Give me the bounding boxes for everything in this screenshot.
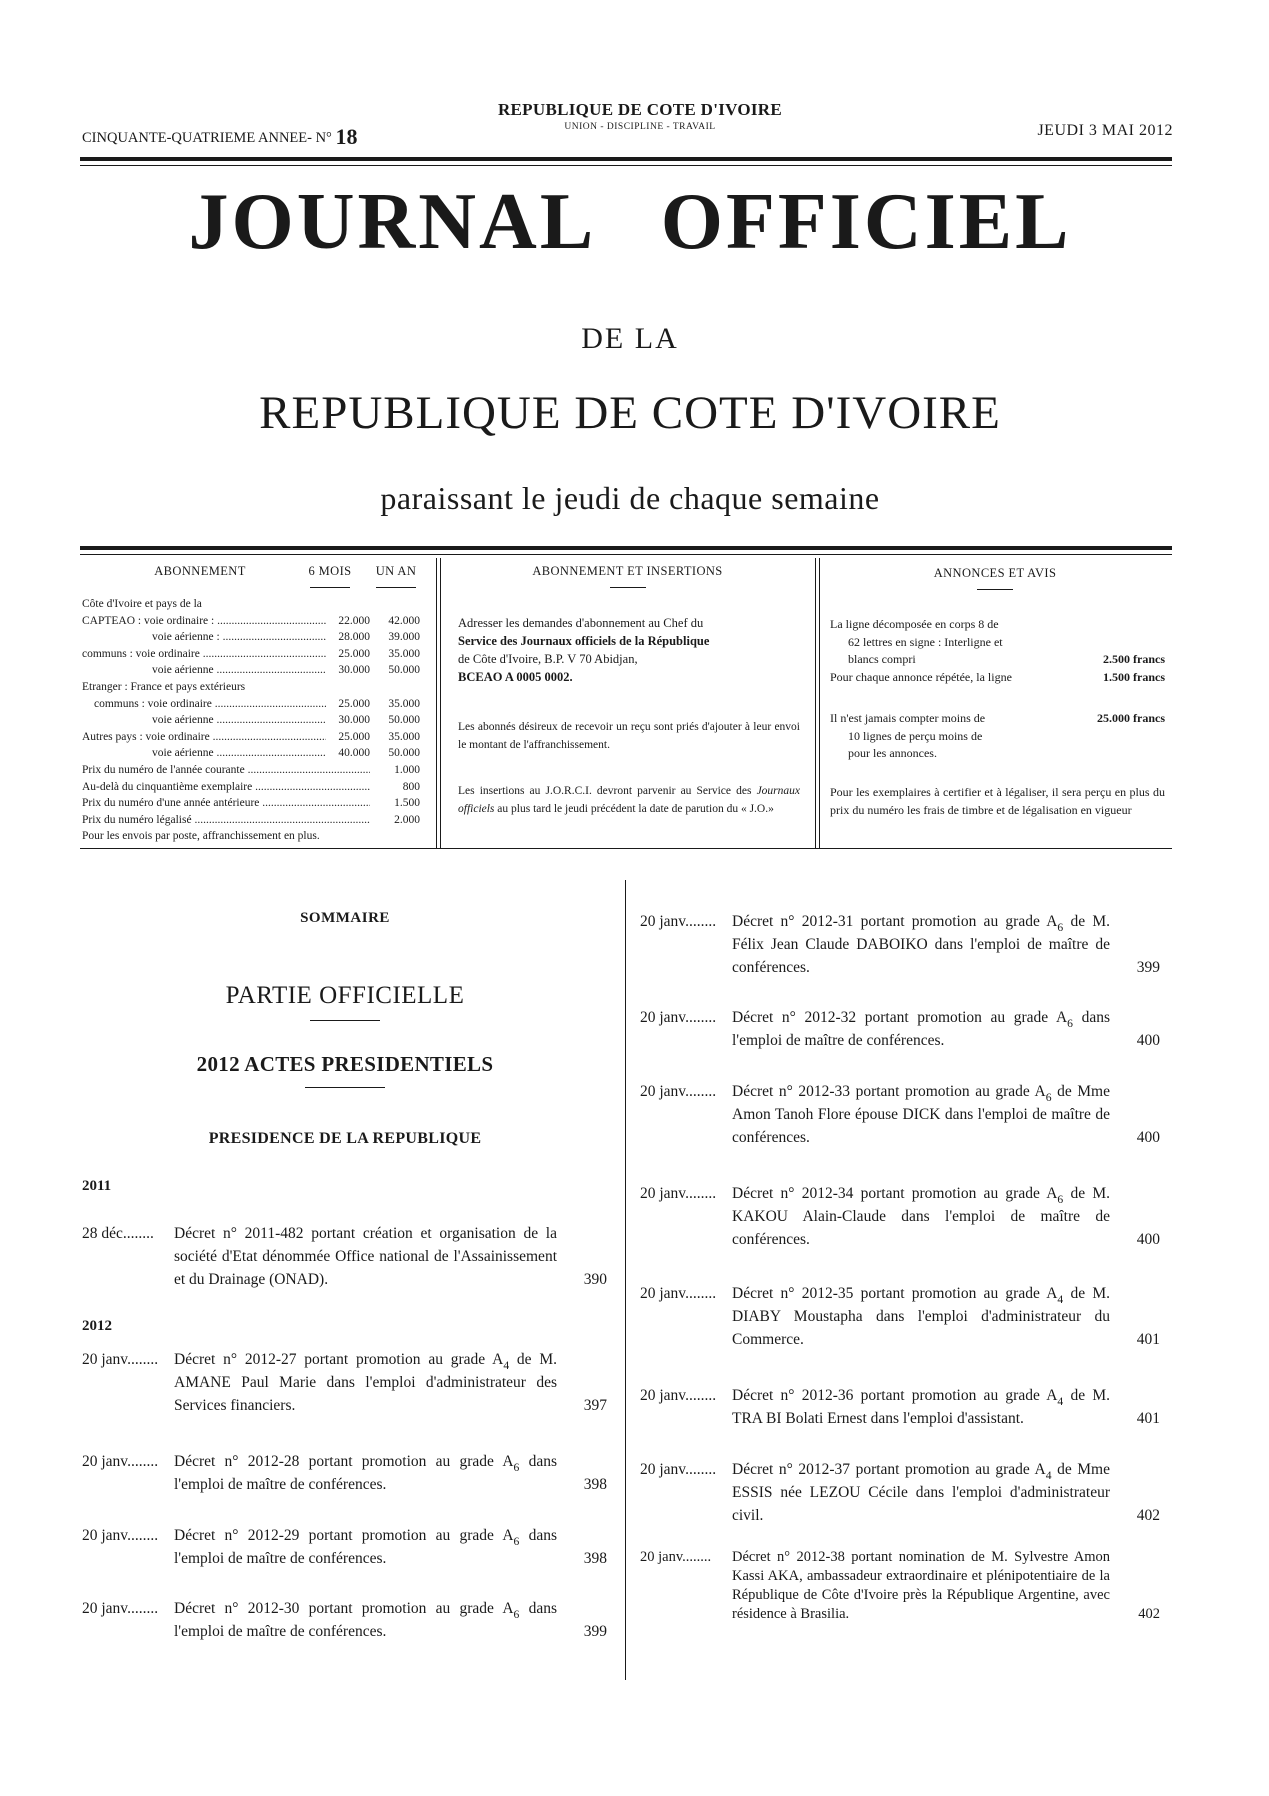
subscription-rows-5-year: 35.000 (388, 697, 420, 710)
sommaire-entries-right-4-page: 401 (1136, 1331, 1160, 1348)
subscription-intro: Côte d'Ivoire et pays de la (82, 598, 202, 610)
subscription-rows-2-six: 25.000 (338, 647, 370, 660)
issue-number-value: 18 (335, 124, 358, 149)
annonces-min-c: pour les annonces. (848, 746, 937, 760)
sommaire-entries-right-1-page: 400 (1136, 1032, 1160, 1049)
postal-note (82, 828, 420, 845)
tariff-row (82, 646, 420, 663)
tariff-row (82, 629, 420, 646)
subscription-rows-0-six: 22.000 (338, 614, 370, 627)
sommaire-entries-left-4-rest: dans l'emploi de maître de conférences. (174, 1600, 557, 1640)
price-row (82, 795, 420, 812)
tariff-intro (82, 596, 420, 613)
price-row (82, 762, 420, 779)
header-republic-block (440, 100, 840, 132)
tariff-row (82, 613, 420, 630)
subscription-rows-2-year: 35.000 (388, 647, 420, 660)
annonces-min-a: Il n'est jamais compter moins de (830, 711, 986, 725)
box-divider-1 (436, 558, 437, 848)
sommaire-entries-right-1-grade: 6 (1067, 1017, 1073, 1030)
annonces-price1: 2.500 francs (1103, 652, 1165, 666)
sommaire-entries-right-2-rest: de Mme Amon Tanoh Flore épouse DICK dans l'emploi de maître de conférences. (732, 1083, 1110, 1146)
annonces-head: ANNONCES ET AVIS (933, 566, 1057, 580)
subscription-rows-6-year: 50.000 (388, 714, 420, 727)
sommaire-entries-right-7-date: 20 janv ........ (640, 1548, 711, 1567)
list-item (640, 1182, 1160, 1251)
sommaire-entries-right-5-date: 20 janv ........ (640, 1384, 716, 1407)
sommaire-entries-right-3-page: 400 (1136, 1231, 1160, 1248)
sommaire-entries-right-5-rest: de M. TRA BI Bolati Ernest dans l'emploi d'assistant. (732, 1387, 1110, 1427)
sommaire-entries-right-3-text: Décret n° 2012-34 portant promotion au grade A (732, 1185, 1058, 1202)
insertions-head: ABONNEMENT ET INSERTIONS (532, 564, 723, 578)
list-item (640, 1548, 1160, 1624)
year-2011: 2011 (82, 1178, 112, 1194)
subscription-rows-3-label: voie aérienne ..... (82, 662, 326, 679)
insertions-deadline (458, 782, 800, 818)
box-divider-1b (440, 558, 441, 848)
tariff-row (82, 679, 420, 696)
subscription-rows-3-six: 30.000 (338, 664, 370, 677)
subscription-prices-3-label: Prix du numéro légalisé ..... (82, 812, 370, 829)
sommaire-entries-right-0-grade: 6 (1057, 921, 1064, 934)
sommaire-entries-right-3-date: 20 janv ........ (640, 1182, 716, 1205)
subscription-prices-0-value: 1.000 (394, 763, 420, 776)
list-item (640, 910, 1160, 979)
sommaire-entries-left-1-grade: 4 (503, 1359, 510, 1372)
sommaire-entries-right-6-page: 402 (1136, 1507, 1160, 1524)
insertions-p1-d: BCEAO A 0005 0002. (458, 670, 573, 684)
sommaire-entries-right-2-text: Décret n° 2012-33 portant promotion au grade A (732, 1083, 1046, 1100)
tariff-row (82, 729, 420, 746)
sommaire-entries-right-4-text: Décret n° 2012-35 portant promotion au grade A (732, 1285, 1058, 1302)
sommaire-entries-left-4-date: 20 janv ........ (82, 1597, 158, 1620)
actes-presidentiels (80, 1052, 610, 1088)
annonces-line2: 62 lettres en signe : Interligne et (848, 634, 1003, 649)
subscription-rows-7-label: Autres pays : voie ordinaire ..... (82, 729, 326, 746)
subscription-prices-2-value: 1.500 (394, 797, 420, 810)
sommaire-entries-right-0-rest: de M. Félix Jean Claude DABOIKO dans l'emploi de maître de conférences. (732, 913, 1110, 976)
annonces-min-b: 10 lignes de perçu moins de (848, 728, 983, 743)
annonces-certification: Pour les exemplaires à certifier et à légaliser, il sera perçu en plus du prix du numéro les frais de timbre et de légalisation en vigueur (830, 785, 1165, 817)
sommaire-entries-left-0-date: 28 déc ........ (82, 1222, 154, 1245)
sommaire-entries-right-1-text: Décret n° 2012-32 portant promotion au grade A (732, 1009, 1068, 1026)
subscription-rows-1-six: 28.000 (338, 631, 370, 644)
box-top-rule-thin (80, 554, 1172, 555)
subscription-rows-7-year: 35.000 (388, 730, 420, 743)
sommaire-partie: PARTIE OFFICIELLE (225, 982, 465, 1009)
subscription-rows-4-label: Etranger : France et pays extérieurs (82, 680, 246, 693)
subscription-head-un-an (366, 564, 426, 588)
sommaire-entries-left-1-date: 20 janv ........ (82, 1348, 158, 1371)
subscription-prices-0-label: Prix du numéro de l'année courante ..... (82, 762, 370, 779)
subscription-rows-7-six: 25.000 (338, 730, 370, 743)
subscription-rows-8-six: 40.000 (338, 747, 370, 760)
sommaire-entries-right-2-grade: 6 (1045, 1091, 1052, 1104)
subscription-rows-1-label: voie aérienne : ..... (82, 629, 326, 646)
list-item (640, 1282, 1160, 1351)
subscription-prices-3-value: 2.000 (394, 813, 420, 826)
box-bottom-rule (80, 848, 1172, 849)
subscription-rows-2-label: communs : voie ordinaire ..... (82, 646, 326, 663)
subscription-head-label: ABONNEMENT (154, 564, 246, 578)
sommaire-entries-left-0-text: Décret n° 2011-482 portant création et organisation de la société d'Etat dénommée Office national de l'Assainissement et du Drainage (ONAD). (174, 1225, 557, 1288)
sommaire-entries-left-2-grade: 6 (513, 1461, 520, 1474)
annonces-line3: blancs compri (848, 652, 916, 666)
sommaire-entries-left-4-grade: 6 (513, 1608, 520, 1621)
annonces-minimum (830, 710, 1165, 763)
sommaire-entries-left-1-page: 397 (583, 1397, 607, 1414)
list-item (82, 1222, 607, 1291)
subscription-rows-8-label: voie aérienne ..... (82, 745, 326, 762)
masthead-title: JOURNAL OFFICIEL (188, 178, 1072, 266)
list-item (82, 1524, 607, 1570)
annonces-head (825, 566, 1165, 590)
insertions-receipt: Les abonnés désireux de recevoir un reçu sont priés d'ajouter à leur envoi le montant de l'affranchissement. (458, 721, 800, 751)
header-motto: UNION - DISCIPLINE - TRAVAIL (564, 122, 716, 132)
subscription-postal-note: Pour les envois par poste, affranchissement en plus. (82, 830, 320, 843)
sommaire-entries-right-3-grade: 6 (1057, 1193, 1064, 1206)
subscription-prices-1-value: 800 (402, 780, 420, 793)
subscription-tariffs (82, 596, 420, 845)
tariff-row (82, 662, 420, 679)
sommaire-entries-left-3-text: Décret n° 2012-29 portant promotion au grade A (174, 1527, 514, 1544)
subscription-rows-5-six: 25.000 (338, 697, 370, 710)
subscription-rows-5-label: communs : voie ordinaire ..... (82, 696, 326, 713)
insertions-p1-a: Adresser les demandes d'abonnement au Chef du (458, 616, 704, 630)
sommaire-entries-right-1-rest: dans l'emploi de maître de conférences. (732, 1009, 1110, 1049)
insertions-p3-b: Journaux officiels (458, 785, 800, 815)
sommaire-actes: 2012 ACTES PRESIDENTIELS (196, 1052, 494, 1076)
sommaire-entries-right-7-page: 402 (1138, 1606, 1160, 1622)
sommaire-entries-left-3-date: 20 janv ........ (82, 1524, 158, 1547)
subscription-rows-0-label: CAPTEAO : voie ordinaire : ..... (82, 613, 326, 630)
sommaire-entries-left-4-text: Décret n° 2012-30 portant promotion au grade A (174, 1600, 514, 1617)
sommaire-entries-left-1-rest: de M. AMANE Paul Marie dans l'emploi d'administrateur des Services financiers. (174, 1351, 557, 1414)
issue-number (82, 124, 357, 150)
sommaire-entries-left-3-rest: dans l'emploi de maître de conférences. (174, 1527, 557, 1567)
sommaire-entries-right-2-page: 400 (1136, 1129, 1160, 1146)
issue-date: JEUDI 3 MAI 2012 (1037, 122, 1173, 139)
list-item (640, 1006, 1160, 1052)
sommaire-entries-right-6-rest: de Mme ESSIS née LEZOU Cécile dans l'emploi d'administrateur civil. (732, 1461, 1110, 1524)
subscription-rows-1-year: 39.000 (388, 631, 420, 644)
sommaire-entries-right-4-date: 20 janv ........ (640, 1282, 716, 1305)
sommaire-entries-right-3-rest: de M. KAKOU Alain-Claude dans l'emploi de maître de conférences. (732, 1185, 1110, 1248)
sommaire-entries-right-1-date: 20 janv ........ (640, 1006, 716, 1029)
subscription-head-6mois (300, 564, 360, 588)
list-item (82, 1348, 607, 1417)
header-rule-thin (80, 165, 1172, 166)
annonces-repeat: Pour chaque annonce répétée, la ligne (830, 669, 1012, 684)
subscription-head-6mois: 6 MOIS (308, 564, 352, 578)
insertions-p1-b: Service des Journaux officiels de la République (458, 634, 710, 648)
annonces-price2: 1.500 francs (1103, 669, 1165, 684)
insertions-address (458, 614, 800, 686)
subscription-head-un-an: UN AN (375, 564, 417, 578)
list-item (640, 1458, 1160, 1527)
subscription-prices-2-label: Prix du numéro d'une année antérieure ..... (82, 795, 370, 812)
list-item (640, 1080, 1160, 1149)
header-republic: REPUBLIQUE DE COTE D'IVOIRE (497, 100, 783, 119)
masthead-republic: REPUBLIQUE DE COTE D'IVOIRE (259, 387, 1001, 439)
annonces-price3: 25.000 francs (1097, 711, 1165, 725)
sommaire-entries-left-0-page: 390 (583, 1271, 607, 1288)
sommaire-entries-left-1-text: Décret n° 2012-27 portant promotion au grade A (174, 1351, 504, 1368)
subscription-rows-6-six: 30.000 (338, 714, 370, 727)
sommaire-entries-left-4-page: 399 (583, 1623, 607, 1640)
header-rule (80, 157, 1172, 161)
sommaire-entries-right-7-text: Décret n° 2012-38 portant nomination de M. Sylvestre Amon Kassi AKA, ambassadeur extraordinaire et plénipotentiaire de la République de Côte d'Ivoire près la République Argentine, avec résidence à Brasilia. (732, 1549, 1110, 1622)
subscription-head (120, 564, 280, 579)
tariff-row (82, 712, 420, 729)
masthead-tagline: paraissant le jeudi de chaque semaine (380, 480, 880, 516)
sommaire-entries-left-3-page: 398 (583, 1550, 607, 1567)
annonces-rates (830, 616, 1165, 686)
subscription-rows-6-label: voie aérienne ..... (82, 712, 326, 729)
sommaire-entries-right-6-grade: 4 (1045, 1469, 1052, 1482)
sommaire-entries-right-0-text: Décret n° 2012-31 portant promotion au grade A (732, 913, 1058, 930)
subscription-rows-0-year: 42.000 (388, 614, 420, 627)
list-item (640, 1384, 1160, 1430)
sommaire-title: SOMMAIRE (300, 910, 390, 926)
column-divider (625, 880, 626, 1680)
masthead-de-la: DE LA (581, 322, 679, 355)
sommaire-entries-left-2-date: 20 janv ........ (82, 1450, 158, 1473)
sommaire-entries-right-4-rest: de M. DIABY Moustapha dans l'emploi d'administrateur du Commerce. (732, 1285, 1110, 1348)
tariff-row (82, 696, 420, 713)
presidence-heading: PRESIDENCE DE LA REPUBLIQUE (208, 1130, 482, 1147)
issue-prefix: CINQUANTE-QUATRIEME ANNEE- N° (82, 130, 332, 146)
list-item (82, 1450, 607, 1496)
subscription-rows-3-year: 50.000 (388, 664, 420, 677)
insertions-p3-a: Les insertions au J.O.R.C.I. devront parvenir au Service des (458, 785, 752, 797)
box-divider-2b (819, 558, 820, 848)
sommaire-entries-right-2-date: 20 janv ........ (640, 1080, 716, 1103)
sommaire-entries-right-6-text: Décret n° 2012-37 portant promotion au grade A (732, 1461, 1046, 1478)
sommaire-entries-right-0-date: 20 janv ........ (640, 910, 716, 933)
sommaire-entries-left-2-text: Décret n° 2012-28 portant promotion au grade A (174, 1453, 514, 1470)
price-row (82, 779, 420, 796)
sommaire-entries-right-5-grade: 4 (1057, 1395, 1064, 1408)
box-top-rule (80, 546, 1172, 550)
sommaire-entries-right-5-page: 401 (1136, 1410, 1160, 1427)
sommaire-entries-right-6-date: 20 janv ........ (640, 1458, 716, 1481)
insertions-p1-c: de Côte d'Ivoire, B.P. V 70 Abidjan, (458, 652, 638, 666)
year-2012: 2012 (82, 1318, 112, 1334)
partie-officielle (80, 982, 610, 1021)
tariff-row (82, 745, 420, 762)
annonces-line1: La ligne décomposée en corps 8 de (830, 617, 999, 631)
sommaire-entries-right-5-text: Décret n° 2012-36 portant promotion au grade A (732, 1387, 1058, 1404)
insertions-p3-c: au plus tard le jeudi précédent la date de parution du « J.O.» (497, 803, 774, 815)
sommaire-entries-left-2-rest: dans l'emploi de maître de conférences. (174, 1453, 557, 1493)
subscription-rows-8-year: 50.000 (388, 747, 420, 760)
insertions-head (445, 564, 810, 588)
sommaire-entries-right-0-page: 399 (1136, 959, 1160, 976)
subscription-prices-1-label: Au-delà du cinquantième exemplaire ..... (82, 779, 370, 796)
box-divider-2 (815, 558, 816, 848)
sommaire-entries-left-3-grade: 6 (513, 1535, 520, 1548)
sommaire-entries-right-4-grade: 4 (1057, 1293, 1064, 1306)
sommaire-entries-left-2-page: 398 (583, 1476, 607, 1493)
price-row (82, 812, 420, 829)
list-item (82, 1597, 607, 1643)
